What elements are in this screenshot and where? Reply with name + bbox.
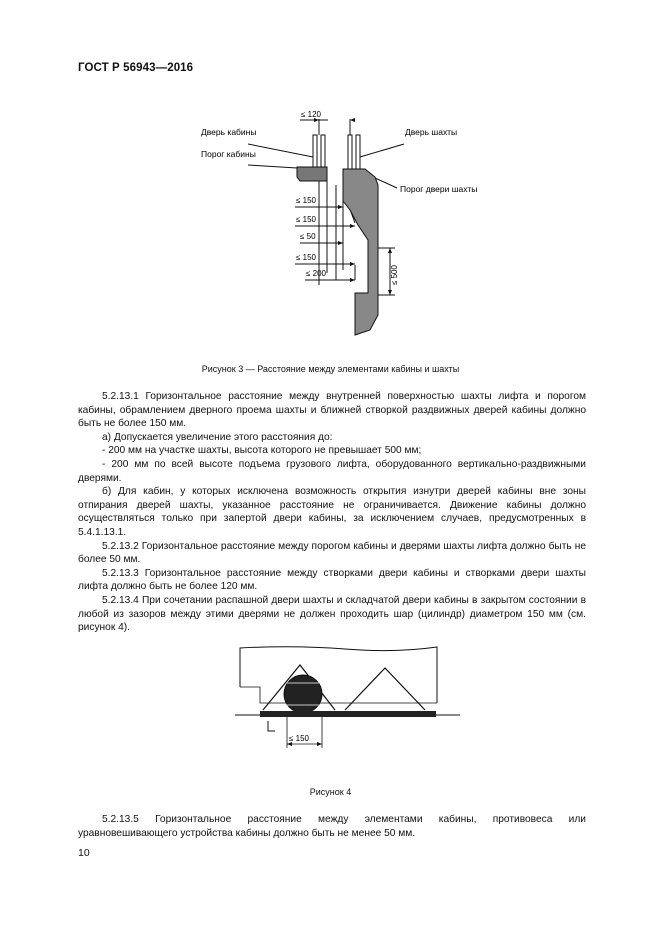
- dim-150-c: ≤ 150: [296, 253, 316, 262]
- paragraph: 5.2.13.1 Горизонтальное расстояние между внутренней поверхностью шахты лифта и порогом кабины, обрамлением дверного проема шахты и ближней створкой раздвижных дверей кабины должно быть не более 150 мм.: [78, 391, 586, 430]
- list-item: - 200 мм по всей высоте подъема грузового лифта, оборудованного вертикально-раздвижными дверями.: [78, 458, 586, 484]
- paragraph: 5.2.13.2 Горизонтальное расстояние между порогом кабины и дверями шахты лифта должно быть не более 50 мм.: [78, 540, 586, 566]
- dim-50: ≤ 50: [300, 232, 316, 241]
- header: ГОСТ Р 56943—2016: [78, 62, 194, 74]
- figure-4-drawing: [225, 643, 465, 765]
- list-item: - 200 мм на участке шахты, высота которого не превышает 500 мм;: [102, 445, 422, 457]
- figure-3-caption: Рисунок 3 — Расстояние между элементами кабины и шахты: [201, 364, 460, 374]
- label-cabin-door: Дверь кабины: [201, 127, 257, 137]
- body-text: [78, 390, 586, 635]
- figure-3: [200, 105, 500, 350]
- paragraph: 5.2.13.5 Горизонтальное расстояние между элементами кабины, противовеса или уравновешивающего устройства кабины должно быть не менее 50 мм.: [78, 814, 586, 839]
- label-shaft-door: Дверь шахты: [405, 127, 458, 137]
- dim-150: ≤ 150: [289, 734, 309, 743]
- page-number: 10: [78, 847, 90, 859]
- figure-3-drawing: [200, 105, 500, 350]
- label-cabin-threshold: Порог кабины: [201, 149, 256, 159]
- dim-150-b: ≤ 150: [296, 215, 316, 224]
- dim-120: ≤ 120: [301, 110, 321, 119]
- paragraph: 5.2.13.4 При сочетании распашной двери шахты и складчатой двери кабины в закрытом состоянии в любой из зазоров между этими дверями не должен проходить шар (цилиндр) диаметром 150 мм (см. рисунок 4).: [78, 594, 586, 634]
- dim-150-a: ≤ 150: [296, 196, 316, 205]
- paragraph: 5.2.13.3 Горизонтальное расстояние между створками двери кабины и створками двери шахты лифта должно быть не более 120 мм.: [78, 567, 586, 593]
- paragraph: а) Допускается увеличение этого расстояния до:: [102, 431, 333, 443]
- figure-4-caption: Рисунок 4: [309, 787, 352, 797]
- dim-200: ≤ 200: [306, 269, 326, 278]
- label-shaft-door-threshold: Порог двери шахты: [400, 184, 478, 194]
- figure-4: [225, 643, 465, 765]
- body-text-2: [78, 813, 586, 840]
- dim-500: ≤ 500: [390, 265, 399, 285]
- paragraph: б) Для кабин, у которых исключена возможность открытия изнутри дверей кабины вне зоны отпирания дверей шахты, указанное расстояние не ограничивается. Движение кабины должно осуществляться только при запертой двери кабины, за исключением случаев, предусмотренных в 5.4.1.13.1.: [78, 486, 586, 538]
